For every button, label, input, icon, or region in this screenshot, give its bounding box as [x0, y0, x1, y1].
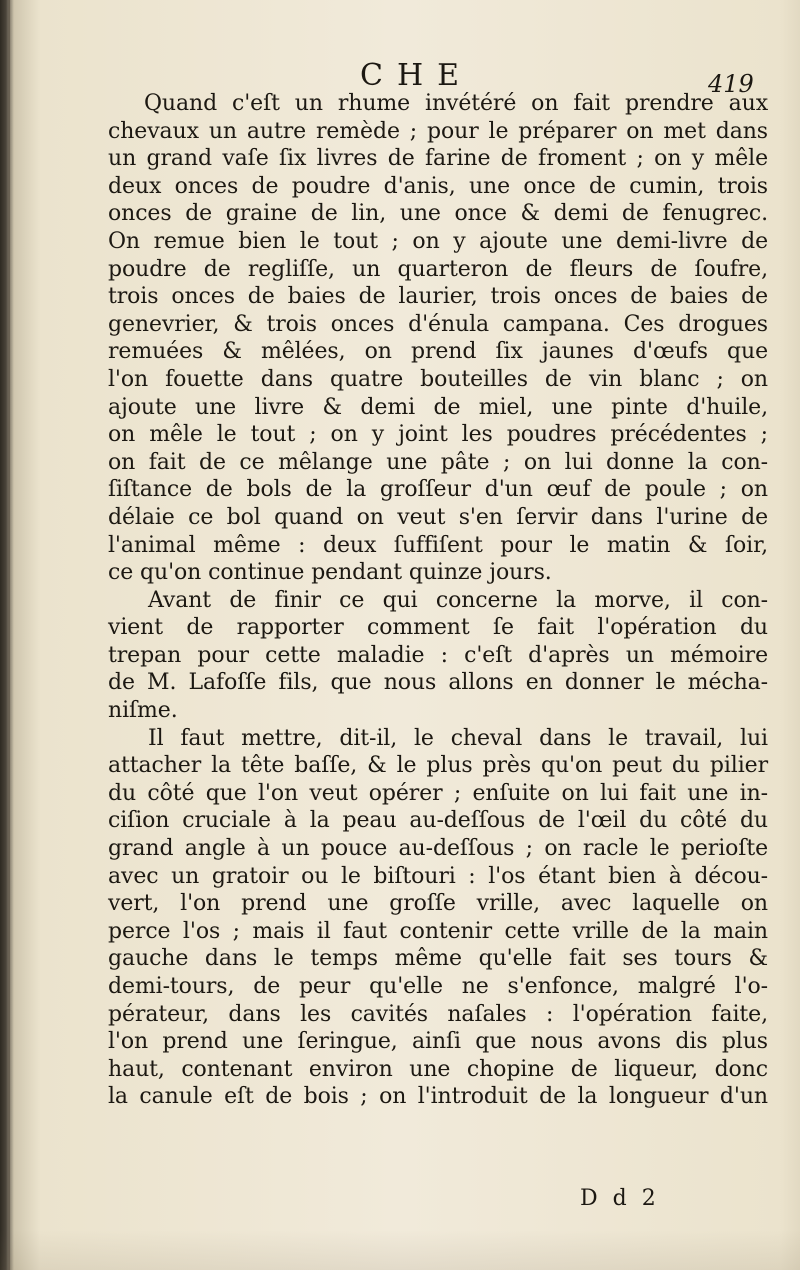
text-line: niſme. [108, 698, 178, 724]
catchword: D d 2 [580, 1186, 660, 1211]
text-line: genevrier, & trois onces d'énula campana. Ces drogues [108, 311, 768, 337]
binding-gutter [8, 0, 10, 1270]
text-line: vert, l'on prend une groſſe vrille, avec laquelle on [108, 891, 768, 917]
text-line: chevaux un autre remède ; pour le préparer on met dans [108, 118, 768, 144]
text-line: haut, contenant environ une chopine de liqueur, donc [108, 1056, 768, 1082]
text-line: deux onces de poudre d'anis, une once de cumin, trois [108, 173, 768, 199]
text-line: poudre de regliſſe, un quarteron de fleurs de ſoufre, [108, 256, 768, 282]
text-line: délaie ce bol quand on veut s'en ſervir dans l'urine de [108, 504, 768, 530]
text-line: attacher la tête baſſe, & le plus près qu'on peut du pilier [108, 753, 768, 779]
text-line: on fait de ce mêlange une pâte ; on lui donne la con- [108, 449, 768, 475]
text-line: demi-tours, de peur qu'elle ne s'enfonce, malgré l'o- [108, 974, 768, 999]
text-line: trepan pour cette maladie : c'eſt d'après un mémoire [108, 642, 768, 668]
text-line: du côté que l'on veut opérer ; enſuite on lui fait une in- [108, 780, 768, 806]
text-line: ciſion cruciale à la peau au-deſſous de l'œil du côté du [108, 808, 768, 834]
text-line: perce l'os ; mais il faut contenir cette vrille de la main [108, 918, 768, 944]
text-line: Avant de finir ce qui concerne la morve, il con- [148, 587, 768, 613]
body-text [108, 90, 768, 1111]
text-line: gauche dans le temps même qu'elle fait ses tours & [108, 946, 768, 972]
text-line: grand angle à un pouce au-deſſous ; on racle le perioſte [108, 836, 768, 862]
text-line: On remue bien le tout ; on y ajoute une demi-livre de [108, 228, 768, 254]
text-line: pérateur, dans les cavités naſales : l'opération faite, [108, 1001, 768, 1027]
text-line: ſiſtance de bols de la groſſeur d'un œuf de poule ; on [108, 477, 768, 503]
text-line: trois onces de baies de laurier, trois onces de baies de [108, 284, 768, 310]
text-line: ce qu'on continue pendant quinze jours. [108, 560, 552, 586]
text-line: l'animal même : deux ſuffiſent pour le matin & ſoir, [108, 532, 768, 558]
page-number: 419 [708, 70, 754, 98]
text-line: l'on fouette dans quatre bouteilles de vin blanc ; on [108, 366, 768, 392]
text-line: Il faut mettre, dit-il, le cheval dans le travail, lui [148, 725, 768, 751]
text-line: la canule eſt de bois ; on l'introduit de la longueur d'un [108, 1084, 768, 1110]
text-line: un grand vaſe ſix livres de farine de froment ; on y mêle [108, 146, 768, 172]
text-line: onces de graine de lin, une once & demi de fenugrec. [108, 201, 768, 227]
text-line: Quand c'eſt un rhume invétéré on fait prendre aux [144, 91, 768, 116]
text-line: l'on prend une ſeringue, ainſi que nous avons dis plus [108, 1029, 768, 1055]
text-line: vient de rapporter comment ſe fait l'opération du [108, 615, 768, 641]
text-line: on mêle le tout ; on y joint les poudres précédentes ; [108, 422, 768, 448]
text-line: ajoute une livre & demi de miel, une pinte d'huile, [108, 394, 768, 420]
text-line: de M. Lafoſſe fils, que nous allons en donner le mécha- [108, 670, 768, 696]
text-line: remuées & mêlées, on prend ſix jaunes d'œufs que [108, 339, 768, 365]
text-line: avec un gratoir ou le biſtouri : l'os étant bien à décou- [108, 863, 768, 889]
running-head: CHE [360, 58, 474, 93]
page-shadow [0, 1230, 800, 1270]
